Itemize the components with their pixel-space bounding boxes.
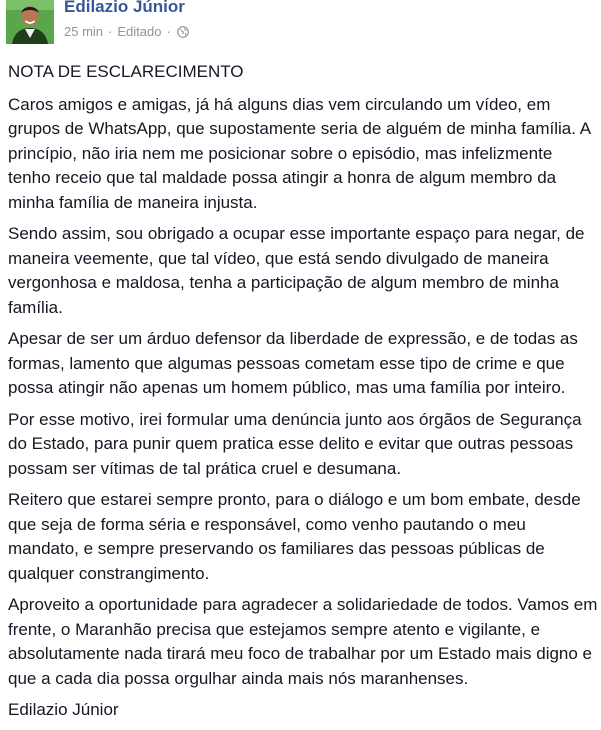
avatar[interactable] xyxy=(6,0,54,44)
post-title: NOTA DE ESCLARECIMENTO xyxy=(8,62,244,81)
post-signature: Edilazio Júnior xyxy=(8,700,119,719)
edited-label[interactable]: Editado xyxy=(117,24,162,39)
post-paragraph: Aproveito a oportunidade para agradecer a solidariedade de todos. Vamos em frente, o Maranhão precisa que estejamos sempre atento e vigilante, e absolutamente nada tirará meu foco de trabalhar por um Estado mais digno e que a cada dia possa orgulhar ainda mais nós maranhenses. xyxy=(8,595,598,688)
post-paragraph: Caros amigos e amigas, já há alguns dias vem circulando um vídeo, em grupos de WhatsApp, que supostamente seria de alguém de minha família. A princípio, não iria nem me posicionar sobre o episódio, mas infelizmente tenho receio que tal maldade possa atingir a honra de algum membro da minha família de maneira injusta. xyxy=(8,94,591,212)
globe-icon[interactable] xyxy=(177,26,189,38)
post-timestamp[interactable]: 25 min xyxy=(64,24,104,39)
meta-separator: · xyxy=(108,24,113,39)
post-paragraph: Sendo assim, sou obrigado a ocupar esse importante espaço para negar, de maneira veemente, que tal vídeo, que está sendo divulgado de maneira vergonhosa e maldosa, tenha a participação de algum membro de minha família. xyxy=(8,224,585,317)
post-paragraph: Reitero que estarei sempre pronto, para o diálogo e um bom embate, desde que seja de forma séria e responsável, como venho pautando o meu mandato, e sempre preservando os familiares das pessoas públicas de qualquer constrangimento. xyxy=(8,490,581,583)
post-meta xyxy=(64,24,189,39)
profile-photo-icon xyxy=(6,0,54,44)
post-body xyxy=(8,60,598,730)
post-header xyxy=(0,0,601,46)
meta-separator: · xyxy=(166,24,171,39)
post-paragraph: Por esse motivo, irei formular uma denúncia junto aos órgãos de Segurança do Estado, para punir quem pratica esse delito e evitar que outras pessoas possam ser vítimas de tal prática cruel e desumana. xyxy=(8,409,582,478)
post-paragraph: Apesar de ser um árduo defensor da liberdade de expressão, e de todas as formas, lamento que algumas pessoas cometam esse tipo de crime e que possa atingir não apenas um homem público, mas uma família por inteiro. xyxy=(8,329,578,397)
author-name[interactable]: Edilazio Júnior xyxy=(64,0,185,16)
